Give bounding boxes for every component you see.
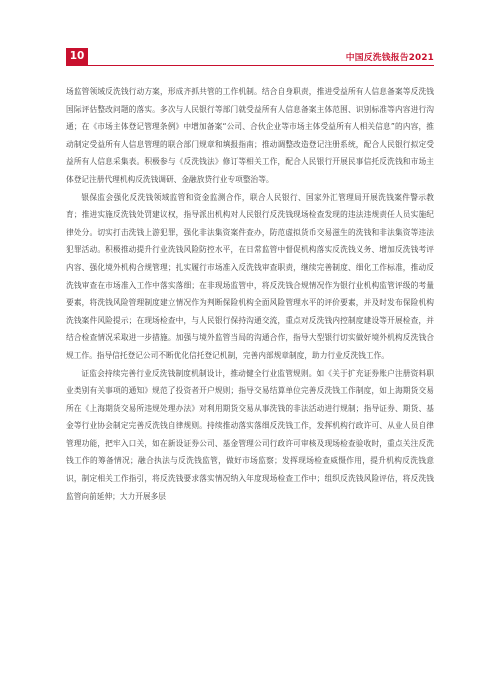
paragraph-cbirc: 银保监会强化反洗钱领域监管和资金监测合作，联合人民银行、国家外汇管理局开展洗钱案件警示教育；推进实施反洗钱处罚建议权，指导派出机构对人民银行反洗钱现场检查发现的违法违规责任人员实施纪律处分。切实打击洗钱上游犯罪，强化非法集资案件查办，防范虚拟货币交易滋生的洗钱和非法集资等违法犯罪活动。积极推动提升行业洗钱风险防控水平，在日常监管中督促机构落实反洗钱义务、增加反洗钱考评内容、强化境外机构合规管理；扎实履行市场准入反洗钱审查职责，继续完善制度、细化工作标准，推动反洗钱审查在市场准入工作中落实落细；在非现场监管中，将反洗钱合规情况作为银行业机构监管评级的考量要素，将洗钱风险管理制度建立情况作为判断保险机构全面风险管理水平的评价要素，并及时发布保险机构洗钱案件风险提示；在现场检查中，与人民银行保持沟通交流，重点对反洗钱内控制度建设等开展检查，并结合检查情况采取进一步措施。加强与境外监管当局的沟通合作，指导大型银行切实做好境外机构反洗钱合规工作。指导信托登记公司不断优化信托登记机制，完善内部规章制度，助力行业反洗钱工作。 — [66, 192, 434, 360]
header-rule — [66, 65, 434, 66]
page-header — [66, 48, 434, 66]
paragraph-continued: 场监管领域反洗钱行动方案，形成齐抓共管的工作机制。结合自身职责，推进受益所有人信息备案等反洗钱国际评估整改问题的落实。多次与人民银行等部门就受益所有人信息备案主体范围、识别标准等内容进行沟通；在《市场主体登记管理条例》中增加备案“公司、合伙企业等市场主体受益所有人相关信息”的内容，推动制定受益所有人信息管理的联合部门规章和填报指南；推动调整改造登记注册系统，配合人民银行拟定受益所有人信息采集表。积极参与《反洗钱法》修订等相关工作，配合人民银行开展民事信托反洗钱和市场主体登记注册代理机构反洗钱调研、金融放贷行业专项整治等。 — [66, 87, 434, 184]
page-number: 10 — [66, 48, 88, 65]
report-title: 中国反洗钱报告2021 — [345, 53, 434, 63]
body-text — [66, 83, 434, 505]
paragraph-csrc: 证监会持续完善行业反洗钱制度机制设计，推动健全行业监管规则。如《关于扩充证券账户注册资料职业类别有关事项的通知》规范了投资者开户规则；指导交易结算单位完善反洗钱工作制度，如上海期货交易所在《上海期货交易所违规处理办法》对利用期货交易从事洗钱的非法活动进行规制；指导证券、期货、基金等行业协会制定完善反洗钱自律规则。持续推动落实落细反洗钱工作，发挥机构行政许可、从业人员自律管理功能，把牢入口关，如在新设证券公司、基金管理公司行政许可审核及现场检查验收时，重点关注反洗钱工作的筹备情况；融合执法与反洗钱监管，做好市场监察；发挥现场检查威慑作用，提升机构反洗钱意识，制定相关工作指引，将反洗钱要求落实情况纳入年度现场检查工作中；组织反洗钱风险评估，将反洗钱监管向前延伸；大力开展多层 — [66, 368, 434, 501]
